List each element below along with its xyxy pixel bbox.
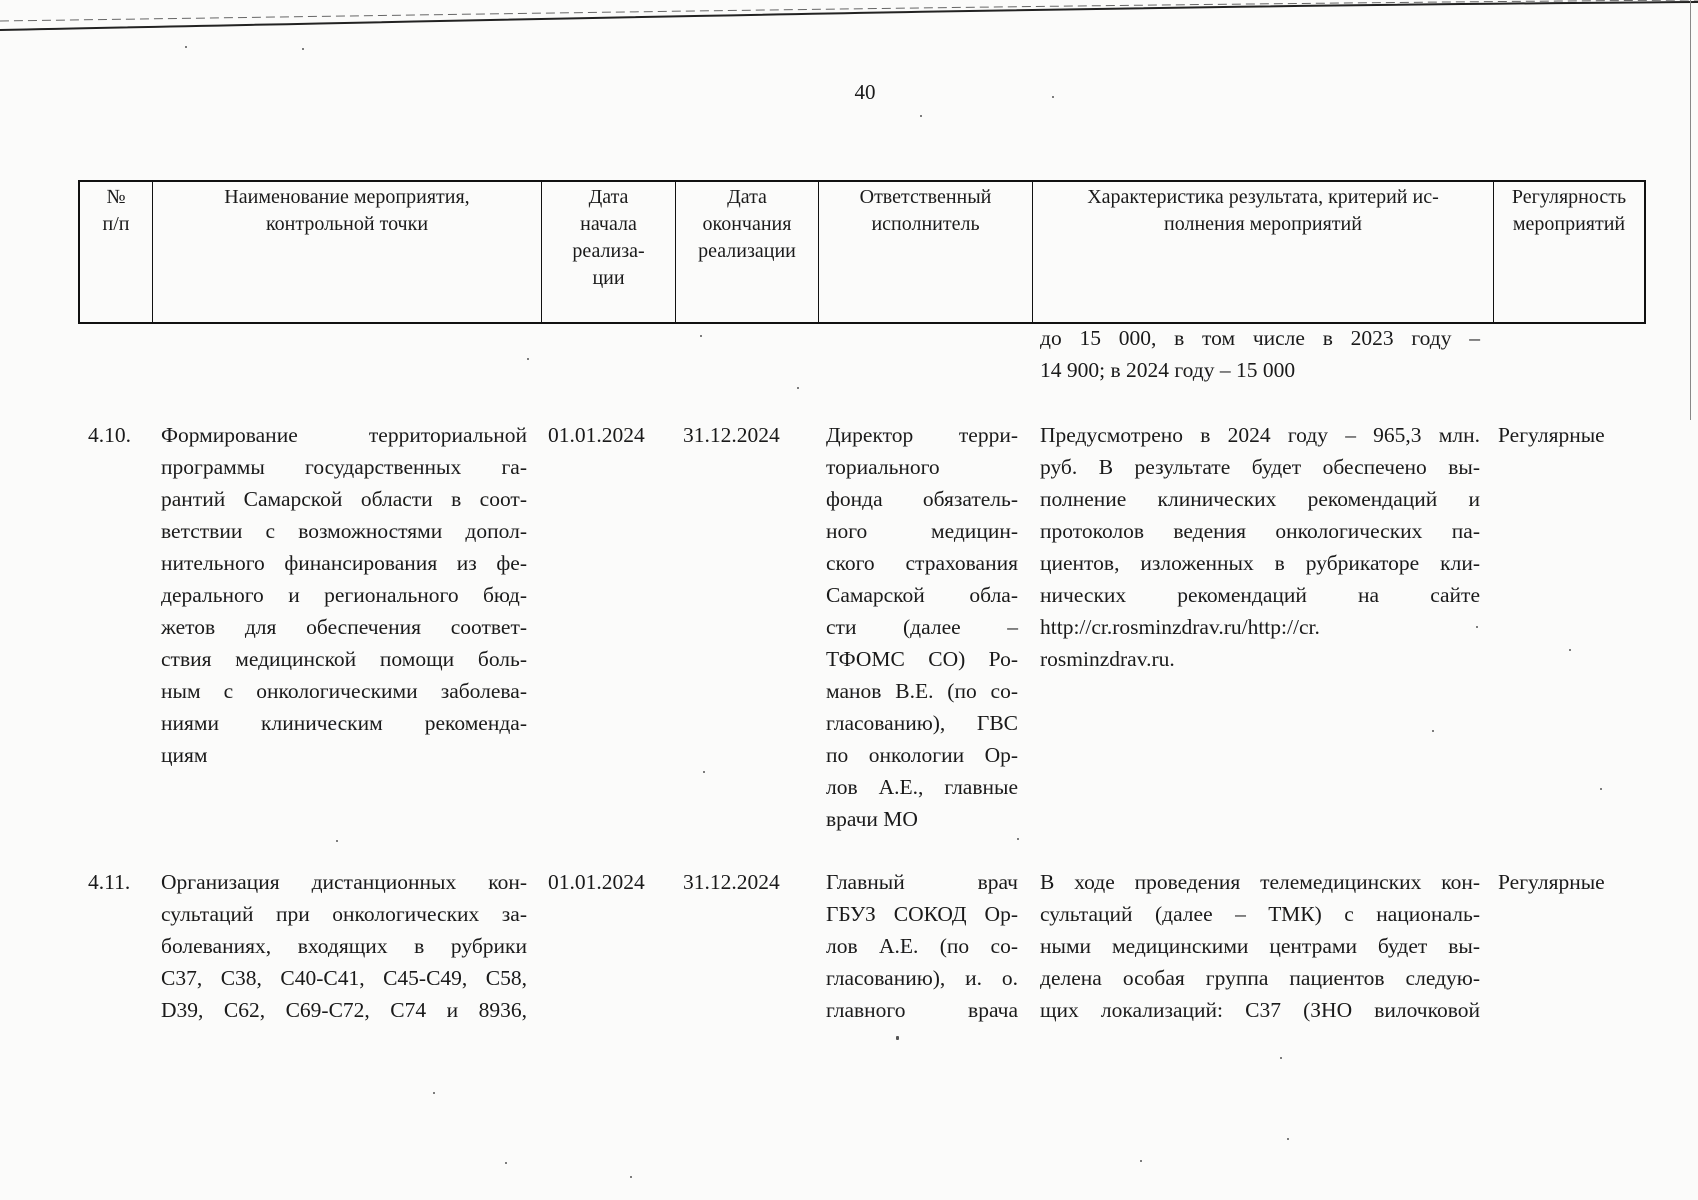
row-number: 4.11. xyxy=(88,870,131,894)
text-line: ского страхования xyxy=(826,551,1018,575)
header-end: Дата окончания реализации xyxy=(675,182,818,322)
text-line: протоколов ведения онкологических па- xyxy=(1040,519,1480,543)
continuation-line: до 15 000, в том числе в 2023 году – xyxy=(1040,326,1480,350)
text-line: В ходе проведения телемедицинских кон- xyxy=(1040,870,1480,894)
table-header xyxy=(78,180,1646,324)
text-line: Формирование территориальной xyxy=(161,423,527,447)
row-end-date: 31.12.2024 xyxy=(683,423,780,447)
text-line: дерального и регионального бюд- xyxy=(161,583,527,607)
text-line: полнение клинических рекомендаций и xyxy=(1040,487,1480,511)
text-line: по онкологии Ор- xyxy=(826,743,1018,767)
text-line: лов А.Е. (по со- xyxy=(826,934,1018,958)
row-regularity: Регулярные xyxy=(1498,870,1605,894)
page-number: 40 xyxy=(854,80,876,104)
text-line: ного медицин- xyxy=(826,519,1018,543)
text-line: программы государственных га- xyxy=(161,455,527,479)
text-line: щих локализаций: С37 (ЗНО вилочковой xyxy=(1040,998,1480,1022)
text-line: ствия медицинской помощи боль- xyxy=(161,647,527,671)
text-line: нических рекомендаций на сайте xyxy=(1040,583,1480,607)
text-line: рантий Самарской области в соот- xyxy=(161,487,527,511)
header-responsible: Ответственный исполнитель xyxy=(818,182,1032,322)
text-line: D39, С62, С69-С72, С74 и 8936, xyxy=(161,998,527,1022)
text-line: Организация дистанционных кон- xyxy=(161,870,527,894)
row-end-date: 31.12.2024 xyxy=(683,870,780,894)
header-result: Характеристика результата, критерий ис- полнения мероприятий xyxy=(1032,182,1493,322)
header-start: Дата начала реализа- ции xyxy=(541,182,675,322)
text-line: ветствии с возможностями допол- xyxy=(161,519,527,543)
row-start-date: 01.01.2024 xyxy=(548,423,645,447)
text-line: ниями клиническим рекоменда- xyxy=(161,711,527,735)
header-num: № п/п xyxy=(102,186,130,235)
scan-right-edge xyxy=(1690,0,1691,420)
text-line: болеваниях, входящих в рубрики xyxy=(161,934,527,958)
text-line: ными медицинскими центрами будет вы- xyxy=(1040,934,1480,958)
row-number: 4.10. xyxy=(88,423,131,447)
header-name: Наименование мероприятия, контрольной точки xyxy=(152,182,541,322)
text-line: манов В.Е. (по со- xyxy=(826,679,1018,703)
text-line: нительного финансирования из фе- xyxy=(161,551,527,575)
text-line: Предусмотрено в 2024 году – 965,3 млн. xyxy=(1040,423,1480,447)
text-line: Директор терри- xyxy=(826,423,1018,447)
text-line: жетов для обеспечения соответ- xyxy=(161,615,527,639)
text-line: гласованию), и. о. xyxy=(826,966,1018,990)
text-line: Самарской обла- xyxy=(826,583,1018,607)
row-start-date: 01.01.2024 xyxy=(548,870,645,894)
text-line: циентов, изложенных в рубрикаторе кли- xyxy=(1040,551,1480,575)
text-line: лов А.Е., главные xyxy=(826,775,1018,799)
continuation-line: 14 900; в 2024 году – 15 000 xyxy=(1040,358,1296,382)
text-line: гласованию), ГВС xyxy=(826,711,1018,735)
text-line: С37, С38, С40-С41, С45-С49, С58, xyxy=(161,966,527,990)
text-line: http://cr.rosminzdrav.ru/http://cr. xyxy=(1040,615,1320,639)
text-line: ториального xyxy=(826,455,940,479)
text-line: фонда обязатель- xyxy=(826,487,1018,511)
text-line: сти (далее – xyxy=(826,615,1018,639)
text-line: сультаций (далее – ТМК) с националь- xyxy=(1040,902,1480,926)
text-line: ТФОМС СО) Ро- xyxy=(826,647,1018,671)
text-line: врачи МО xyxy=(826,807,918,831)
scan-edge-lines xyxy=(0,0,1698,40)
text-line: главного врача xyxy=(826,998,1018,1022)
row-regularity: Регулярные xyxy=(1498,423,1605,447)
text-line: делена особая группа пациентов следую- xyxy=(1040,966,1480,990)
header-regularity: Регулярность мероприятий xyxy=(1493,182,1644,322)
text-line: ным с онкологическими заболева- xyxy=(161,679,527,703)
text-line: ГБУЗ СОКОД Ор- xyxy=(826,902,1018,926)
text-line: Главный врач xyxy=(826,870,1018,894)
text-line: сультаций при онкологических за- xyxy=(161,902,527,926)
text-line: руб. В результате будет обеспечено вы- xyxy=(1040,455,1480,479)
text-line: rosminzdrav.ru. xyxy=(1040,647,1175,671)
text-line: циям xyxy=(161,743,208,767)
